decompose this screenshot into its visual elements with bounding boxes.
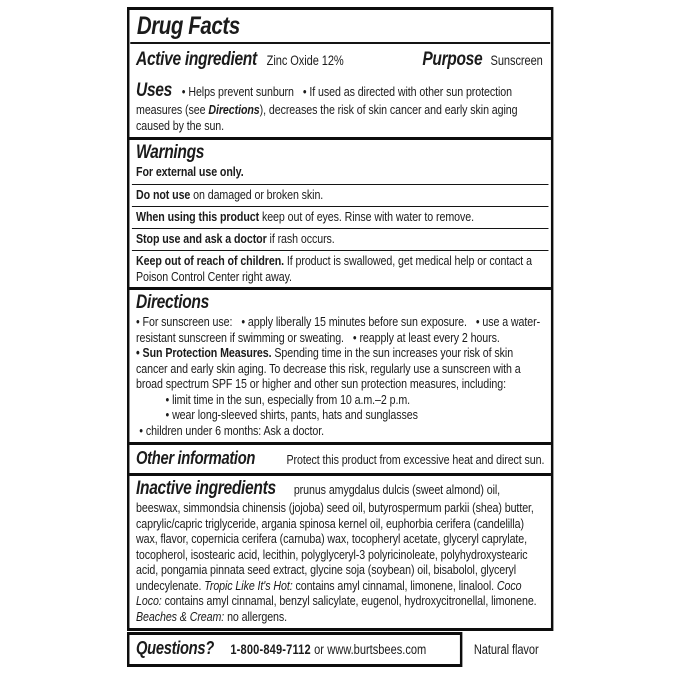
fragrance-beaches-text: no allergens. <box>224 608 288 624</box>
warning-body: keep out of eyes. Rinse with water to remove. <box>259 209 474 224</box>
directions-heading: Directions <box>136 292 209 313</box>
purpose-heading: Purpose <box>422 49 483 70</box>
fragrance-tropic-label: Tropic Like It's Hot: <box>204 577 293 593</box>
uses-heading: Uses <box>136 80 172 101</box>
directions-item-3: • use a water-resistant sunscreen if swimming or sweating. <box>136 314 541 345</box>
external-use-statement: For external use only. <box>136 164 244 179</box>
warning-body: if rash occurs. <box>266 231 335 246</box>
uses-section <box>129 78 550 137</box>
inactive-ingredients-paragraph <box>136 478 544 624</box>
sun-protection-body: Spending time in the sun increases your risk of skin cancer and early skin aging. To decrease this risk, regularly use a sunscreen with a broad spectrum SPF 15 or higher and other sun protection measures, including: <box>136 345 521 391</box>
directions-sub-bullet-clothing: • wear long-sleeved shirts, pants, hats and sunglasses <box>165 407 418 422</box>
warning-row-stop-use <box>132 228 549 250</box>
inactive-ingredients-heading: Inactive ingredients <box>136 478 276 499</box>
directions-sub-bullet-limit-time: • limit time in the sun, especially from 10 a.m.–2 p.m. <box>165 391 411 407</box>
directions-item-1: • For sunscreen use: <box>136 314 233 329</box>
phone-number: 1-800-849-7112 <box>230 642 311 657</box>
directions-section <box>129 287 550 442</box>
uses-item-1: • Helps prevent sunburn <box>181 84 294 99</box>
sun-protection-lead-in: • Sun Protection Measures. <box>136 345 272 360</box>
uses-directions-ref: Directions <box>208 102 260 117</box>
warning-text <box>136 253 544 284</box>
website-url: www.burtsbees.com <box>327 642 427 657</box>
warning-text <box>136 209 544 225</box>
fragrance-coco-label: Coco Loco: <box>136 577 522 608</box>
warning-body: If product is swallowed, get medical help or contact a Poison Control Center right away. <box>136 253 532 284</box>
uses-paragraph <box>136 80 544 133</box>
active-ingredient-value: Zinc Oxide 12% <box>266 53 344 68</box>
other-information-text: Protect this product from excessive heat and direct sun. <box>286 452 545 467</box>
questions-box <box>127 632 462 667</box>
directions-item-2: • apply liberally 15 minutes before sun exposure. <box>241 314 467 329</box>
drug-facts-title-section <box>130 10 550 44</box>
inactive-ingredients-list: prunus amygdalus dulcis (sweet almond) oil, beeswax, simmondsia chinensis (jojoba) seed oil, butyrospermum parkii (shea) butter, caprylic/capric triglyceride, argania spinosa kernel oil, euphorbia cerifera (candelilla) wax, flavor, copernicia cerifera (carnuba) wax, tocopheryl acetate, glyceryl caprylate, tocopherol, isostearic acid, lecithin, polyglyceryl-3 polyricinoleate, polyhydroxystearic acid, pongamia pinnata seed extract, glycine soja (soybean) oil, bisabolol, glyceryl undecylenate. <box>136 482 534 593</box>
warning-row-keep-out-of-reach <box>132 250 549 288</box>
warning-lead-in: When using this product <box>136 209 260 224</box>
warning-lead-in: Keep out of reach of children. <box>136 253 285 268</box>
bottom-row <box>127 632 553 667</box>
purpose-value: Sunscreen <box>490 53 543 68</box>
drug-facts-title: Drug Facts <box>136 12 240 40</box>
uses-item-2-end: ), decreases the risk of skin cancer and early skin aging caused by the sun. <box>136 102 518 133</box>
active-ingredient-heading: Active ingredient <box>136 49 257 70</box>
fragrance-coco-text: contains amyl cinnamal, benzyl salicylate, eugenol, hydroxycitronellal, limonene. <box>161 593 537 608</box>
drug-facts-box <box>127 7 553 631</box>
other-information-section <box>129 442 550 473</box>
active-ingredient-row <box>129 44 550 78</box>
warnings-header <box>132 142 549 184</box>
directions-children-bullet: • children under 6 months: Ask a doctor. <box>139 422 325 438</box>
fragrance-beaches-label: Beaches & Cream: <box>136 608 225 624</box>
warning-row-when-using <box>132 206 549 228</box>
warning-lead-in: Do not use <box>136 187 191 202</box>
warning-lead-in: Stop use and ask a doctor <box>136 231 267 246</box>
inactive-ingredients-section <box>129 473 550 628</box>
sun-protection-paragraph <box>136 345 544 392</box>
other-information-heading: Other information <box>136 448 256 468</box>
directions-usage-paragraph <box>136 314 544 345</box>
natural-flavor-note: Natural flavor <box>473 642 539 657</box>
label-wrap <box>127 7 553 667</box>
questions-connector: or <box>314 642 324 657</box>
directions-item-4: • reapply at least every 2 hours. <box>352 329 500 345</box>
warnings-section <box>129 137 550 287</box>
warning-body: on damaged or broken skin. <box>190 187 324 202</box>
warning-text <box>136 231 544 247</box>
uses-item-2: • If used as directed with other sun protection measures (see <box>136 84 512 117</box>
warnings-heading: Warnings <box>136 142 205 163</box>
warning-row-do-not-use <box>132 184 549 206</box>
fragrance-tropic-text: contains amyl cinnamal, limonene, linalool. <box>292 577 497 593</box>
questions-heading: Questions? <box>136 638 214 658</box>
warning-text <box>136 187 544 203</box>
purpose-group <box>422 49 544 71</box>
